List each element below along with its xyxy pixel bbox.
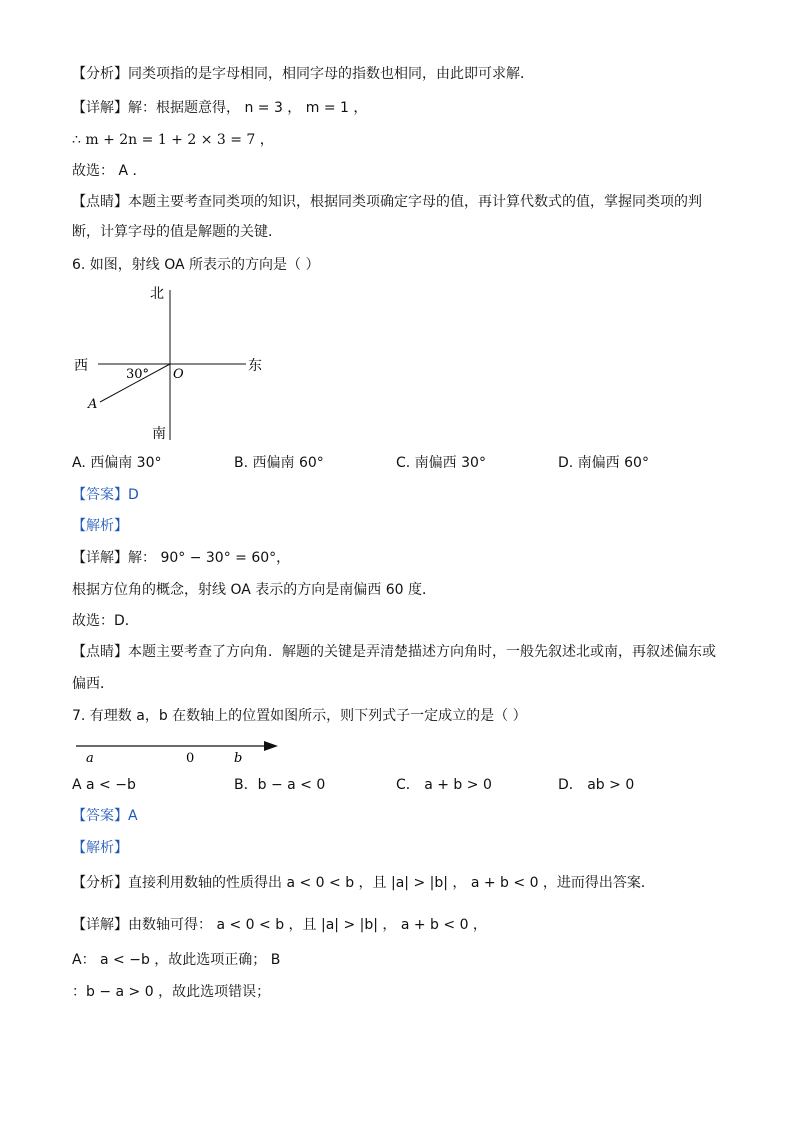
number-line-arrow-icon bbox=[264, 741, 278, 751]
q7-answer: 【答案】A bbox=[72, 808, 138, 824]
q7-explain-heading: 【解析】 bbox=[72, 840, 128, 856]
q5-detail: 【详解】解：根据题意得， n = 3 ， m = 1 ， bbox=[72, 100, 368, 116]
q6-direction-figure bbox=[60, 282, 290, 452]
q7-stem: 7. 有理数 a，b 在数轴上的位置如图所示，则下列式子一定成立的是（ ） bbox=[72, 708, 527, 724]
q6-comment-line1: 【点睛】本题主要考查了方向角．解题的关键是弄清楚描述方向角时，一般先叙述北或南，再叙述偏东或 bbox=[72, 644, 716, 660]
q7-number-line bbox=[72, 734, 292, 768]
q6-stem: 6. 如图，射线 OA 所表示的方向是（ ） bbox=[72, 257, 320, 273]
q6-explain-heading: 【解析】 bbox=[72, 518, 128, 534]
point-b-label: b bbox=[234, 751, 243, 766]
q5-choose: 故选： A ． bbox=[72, 163, 147, 179]
q6-option-b: B. 西偏南 60° bbox=[234, 455, 324, 471]
q6-option-c: C. 南偏西 30° bbox=[396, 455, 486, 471]
q5-comment-line2: 断，计算字母的值是解题的关键． bbox=[72, 224, 282, 240]
q7-detail: 【详解】由数轴可得： a < 0 < b ，且 |a| > |b| ， a + b < 0 ， bbox=[72, 917, 487, 933]
q5-calc: ∴ m + 2n = 1 + 2 × 3 = 7 ， bbox=[72, 132, 274, 148]
point-a-label: a bbox=[86, 751, 94, 766]
q6-comment-line2: 偏西． bbox=[72, 676, 114, 692]
q6-detail: 【详解】解： 90° − 30° = 60°， bbox=[72, 550, 291, 566]
q6-answer bbox=[72, 485, 139, 505]
q6-answer-text: 【答案】D bbox=[72, 487, 139, 503]
q7-option-c: C． a + b > 0 bbox=[396, 777, 492, 793]
q6-option-d: D. 南偏西 60° bbox=[558, 455, 649, 471]
q6-text: 根据方位角的概念，射线 OA 表示的方向是南偏西 60 度． bbox=[72, 582, 436, 598]
q7-option-d: D． ab > 0 bbox=[558, 777, 635, 793]
q7-option-a: A a < −b bbox=[72, 777, 136, 793]
q7-analysis: 【分析】直接利用数轴的性质得出 a < 0 < b ，且 |a| > |b| ， a + b < 0 ，进而得出答案． bbox=[72, 875, 655, 891]
angle-label: 30° bbox=[126, 367, 150, 382]
q7-option-b-explain: ：b − a > 0 ，故此选项错误； bbox=[72, 984, 271, 1000]
q6-choose: 故选：D． bbox=[72, 613, 139, 629]
q7-option-a-explain: A： a < −b ，故此选项正确； B bbox=[72, 952, 281, 968]
north-label: 北 bbox=[150, 286, 164, 302]
east-label: 东 bbox=[248, 358, 262, 374]
q5-analysis: 【分析】同类项指的是字母相同，相同字母的指数也相同，由此即可求解． bbox=[72, 66, 534, 82]
point-a-label: A bbox=[88, 397, 98, 412]
origin-label: O bbox=[173, 367, 184, 382]
west-label: 西 bbox=[74, 358, 88, 374]
south-label: 南 bbox=[152, 426, 166, 442]
zero-label: 0 bbox=[186, 751, 195, 766]
q5-comment-line1: 【点睛】本题主要考查同类项的知识，根据同类项确定字母的值，再计算代数式的值，掌握同类项的判 bbox=[72, 194, 702, 210]
q6-option-a: A. 西偏南 30° bbox=[72, 455, 162, 471]
q7-option-b: B．b − a < 0 bbox=[234, 777, 326, 793]
